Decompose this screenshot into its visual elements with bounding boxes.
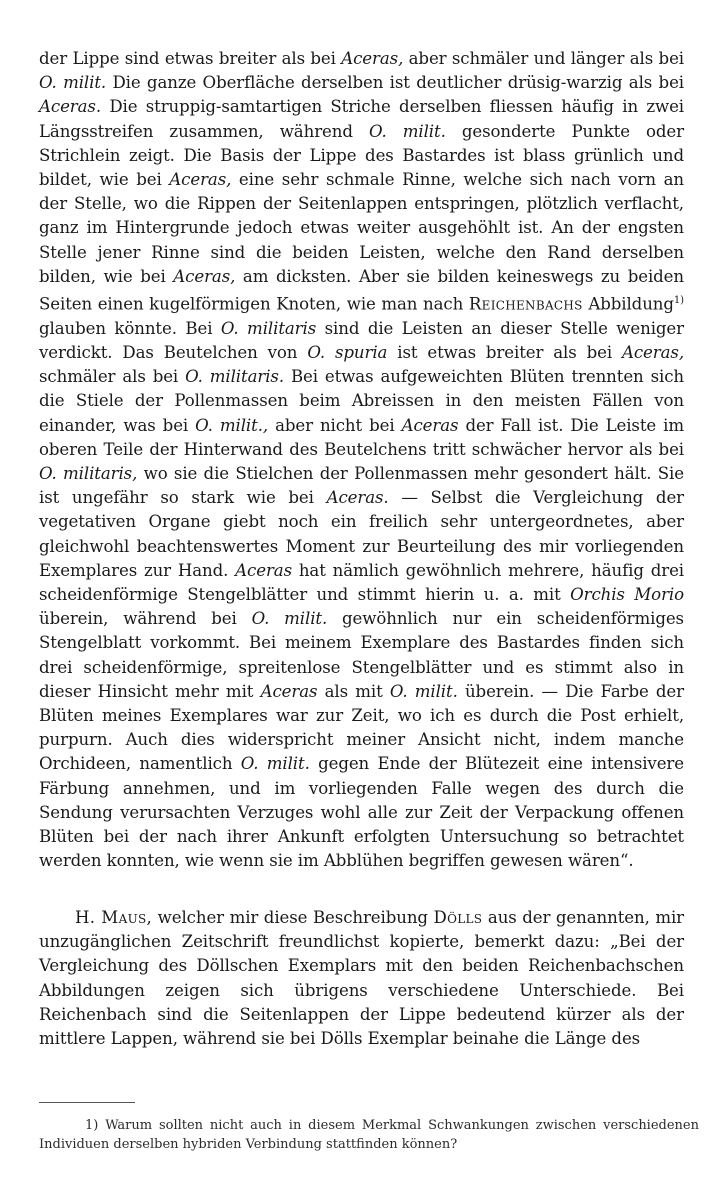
italic-term: O. milit. xyxy=(368,121,446,141)
italic-term: Aceras xyxy=(401,415,459,435)
text-run: sind die Leisten an dieser Stelle weniger verdickt. Das Beutelchen von xyxy=(39,318,684,362)
text-run: Die struppig-samtartigen Striche derselben fliessen häufig in zwei Längsstreifen zusammen, während xyxy=(39,97,684,141)
italic-term: O. militaris xyxy=(220,318,317,338)
text-run: aber nicht bei xyxy=(268,415,402,435)
text-run: überein. — Die Farbe der Blüten meines Exemplares war zur Zeit, wo ich es durch die Post erhielt, purpurn. Auch dies widerspricht meiner Ansicht nicht, indem manche Orchideen, namentlich xyxy=(39,681,684,774)
italic-term: Aceras, xyxy=(341,49,404,68)
text-run: Abbildung xyxy=(582,294,674,314)
paragraph-1 xyxy=(39,47,684,873)
italic-term: Aceras. xyxy=(326,488,389,508)
author-name: Dölls xyxy=(433,908,483,927)
italic-term: O. militaris, xyxy=(39,463,138,483)
text-run: der Lippe sind etwas breiter als bei xyxy=(39,49,342,68)
text-run: hat nämlich gewöhnlich mehrere, häufig drei scheidenförmige Stengelblätter und stimmt hierin u. a. mit xyxy=(39,560,684,604)
text-run: der Fall ist. Die Leiste im oberen Teile der Hinterwand des Beutelchens tritt schwächer hervor als bei xyxy=(39,415,684,459)
italic-term: Aceras, xyxy=(169,170,232,190)
text-run: überein, während bei xyxy=(39,609,252,629)
footnote-text: Warum sollten nicht auch in diesem Merkmal Schwankungen zwischen verschiedenen Individuen derselben hybriden Verbindung stattfinden können? xyxy=(39,1118,699,1152)
footnote-marker: 1) xyxy=(85,1118,99,1133)
italic-term: O. milit. xyxy=(251,609,328,629)
text-run: als mit xyxy=(317,681,390,701)
text-run: gesonderte Punkte oder Strichlein zeigt. Die Basis der Lippe des Bastardes ist blass grünlich und bildet, wie bei xyxy=(39,121,684,190)
italic-term: Orchis Morio xyxy=(570,585,684,604)
text-run: Bei etwas aufgeweichten Blüten trennten sich die Stiele der Pollenmassen beim Abreissen in den meisten Fällen von einander, was bei xyxy=(39,367,684,435)
footnote xyxy=(39,1116,699,1154)
italic-term: O. milit., xyxy=(195,415,269,435)
text-run: Die ganze Oberfläche derselben ist deutlicher drüsig-warzig als bei xyxy=(106,73,684,93)
italic-term: Aceras, xyxy=(621,342,684,362)
text-run: welcher mir diese Beschreibung xyxy=(152,908,434,927)
text-run: eine sehr schmale Rinne, welche sich nach vorn an der Stelle, wo die Rippen der Seitenlappen entspringen, plötzlich verflacht, ganz im Hintergrunde jedoch etwas weiter ausgehöhlt ist. An der engsten Stelle jener Rinne sind die beiden Leisten, welche den Rand derselben bilden, wie bei xyxy=(39,170,684,286)
italic-term: O. milit. xyxy=(389,681,458,701)
text-run: aus der genannten, mir unzugänglichen Zeitschrift freundlichst kopierte, bemerkt dazu: „Bei der Vergleichung des Döllschen Exemplars mit den beiden Reichenbachschen Abbildungen zeigen sich übrigens verschiedene Unterschiede. Bei Reichenbach sind die Seitenlappen der Lippe bedeutend kürzer als der mittlere Lappen, während sie bei Dölls Exemplar beinahe die Länge des xyxy=(39,908,684,1049)
italic-term: O. milit. xyxy=(240,754,310,774)
italic-term: O. milit. xyxy=(39,73,107,93)
italic-term: Aceras, xyxy=(173,266,236,286)
author-name: Reichenbachs xyxy=(468,294,583,314)
italic-term: Aceras xyxy=(235,560,292,580)
italic-term: Aceras. xyxy=(39,97,102,117)
text-run: am dicksten. Aber sie bilden keineswegs zu beiden Seiten einen kugelförmigen Knoten, wie man nach xyxy=(39,266,684,314)
text-run: ist etwas breiter als bei xyxy=(387,342,622,362)
text-run: glauben könnte. Bei xyxy=(39,318,221,338)
footnote-reference[interactable]: 1) xyxy=(673,295,684,307)
paragraph-2 xyxy=(39,906,684,1051)
text-run: schmäler als bei xyxy=(39,367,186,387)
author-name: H. Maus, xyxy=(75,908,153,927)
italic-term: Aceras xyxy=(260,681,318,701)
text-run: gewöhnlich nur ein scheidenförmiges Stengelblatt vorkommt. Bei meinem Exemplare des Bastardes finden sich drei scheidenförmige, spreitenlose Stengelblätter und es stimmt also in dieser Hinsicht mehr mit xyxy=(39,609,684,701)
text-run: wo sie die Stielchen der Pollenmassen mehr gesondert hält. Sie ist ungefähr so stark wie bei xyxy=(39,463,684,508)
text-run: — Selbst die Vergleichung der vegetativen Organe giebt noch ein freilich sehr untergeordnetes, aber gleichwohl beachtenswertes Moment zur Beurteilung des mir vorliegenden Exemplares zur Hand. xyxy=(39,488,684,580)
italic-term: O. spuria xyxy=(307,342,388,362)
footnote-divider xyxy=(39,1102,135,1103)
text-run: aber schmäler und länger als bei xyxy=(403,49,684,68)
italic-term: O. militaris. xyxy=(185,367,284,387)
text-run: gegen Ende der Blütezeit eine intensivere Färbung annehmen, und im vorliegenden Falle wegen des durch die Sendung verursachten Verzuges wohl alle zur Zeit der Verpackung offenen Blüten bei der nach ihrer Ankunft erfolgten Untersuchung so betrachtet werden konnten, wie wenn sie im Abblühen begriffen gewesen wären“. xyxy=(39,754,684,871)
